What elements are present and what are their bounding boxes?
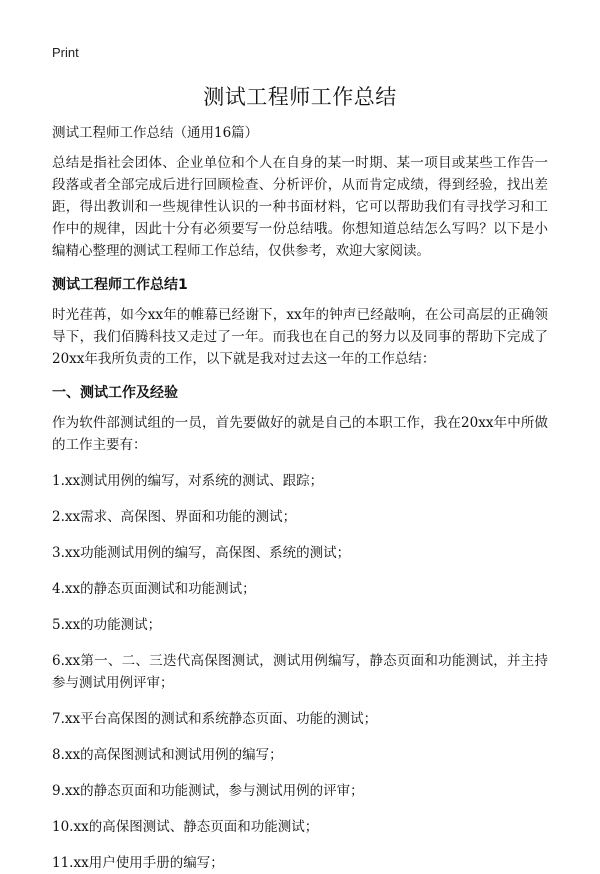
list-item: 8.xx的高保图测试和测试用例的编写； [52,747,283,763]
list-item: 10.xx的高保图测试、静态页面和功能测试； [52,819,319,835]
section-heading: 测试工程师工作总结1 [52,277,188,293]
intro-paragraph: 总结是指社会团体、企业单位和个人在自身的某一时期、某一项目或某些工作告一段落或者全部完成后进行回顾检查、分析评价，从而肯定成绩，得到经验，找出差距，得出教训和一些规律性认识的一种书面材料，它可以帮助我们有寻找学习和工作中的规律，因此十分有必须要写一份总结哦。你想知道总结怎么写吗？以下是小编精心整理的测试工程师工作总结，仅供参考，欢迎大家阅读。 [52,155,548,259]
list-item: 2.xx需求、高保图、界面和功能的测试； [52,509,297,525]
list-item: 7.xx平台高保图的测试和系统静态页面、功能的测试； [52,711,378,727]
list-item: 5.xx的功能测试； [52,617,162,633]
section-paragraph: 时光荏苒，如今xx年的帷幕已经谢下，xx年的钟声已经敲响，在公司高层的正确领导下，我们佰腾科技又走过了一年。而我也在自己的努力以及同事的帮助下完成了20xx年我所负责的工作，以下就是我对过去这一年的工作总结： [52,307,548,367]
subsection-paragraph: 作为软件部测试组的一员，首先要做好的就是自己的本职工作，我在20xx年中所做的工作主要有： [52,415,548,453]
document-title: 测试工程师工作总结 [203,85,397,109]
list-item: 1.xx测试用例的编写，对系统的测试、跟踪； [52,473,324,489]
list-item: 6.xx第一、二、三迭代高保图测试，测试用例编写，静态页面和功能测试，并主持参与测试用例评审； [52,653,548,691]
list-item: 11.xx用户使用手册的编写； [52,855,224,871]
document-subtitle: 测试工程师工作总结（通用16篇） [52,125,259,141]
list-item: 4.xx的静态页面测试和功能测试； [52,581,256,597]
subsection-heading: 一、测试工作及经验 [52,385,178,401]
list-item: 3.xx功能测试用例的编写，高保图、系统的测试； [52,545,351,561]
work-item-list [52,470,548,874]
list-item: 9.xx的静态页面和功能测试，参与测试用例的评审； [52,783,364,799]
print-link[interactable]: Print [52,45,79,60]
